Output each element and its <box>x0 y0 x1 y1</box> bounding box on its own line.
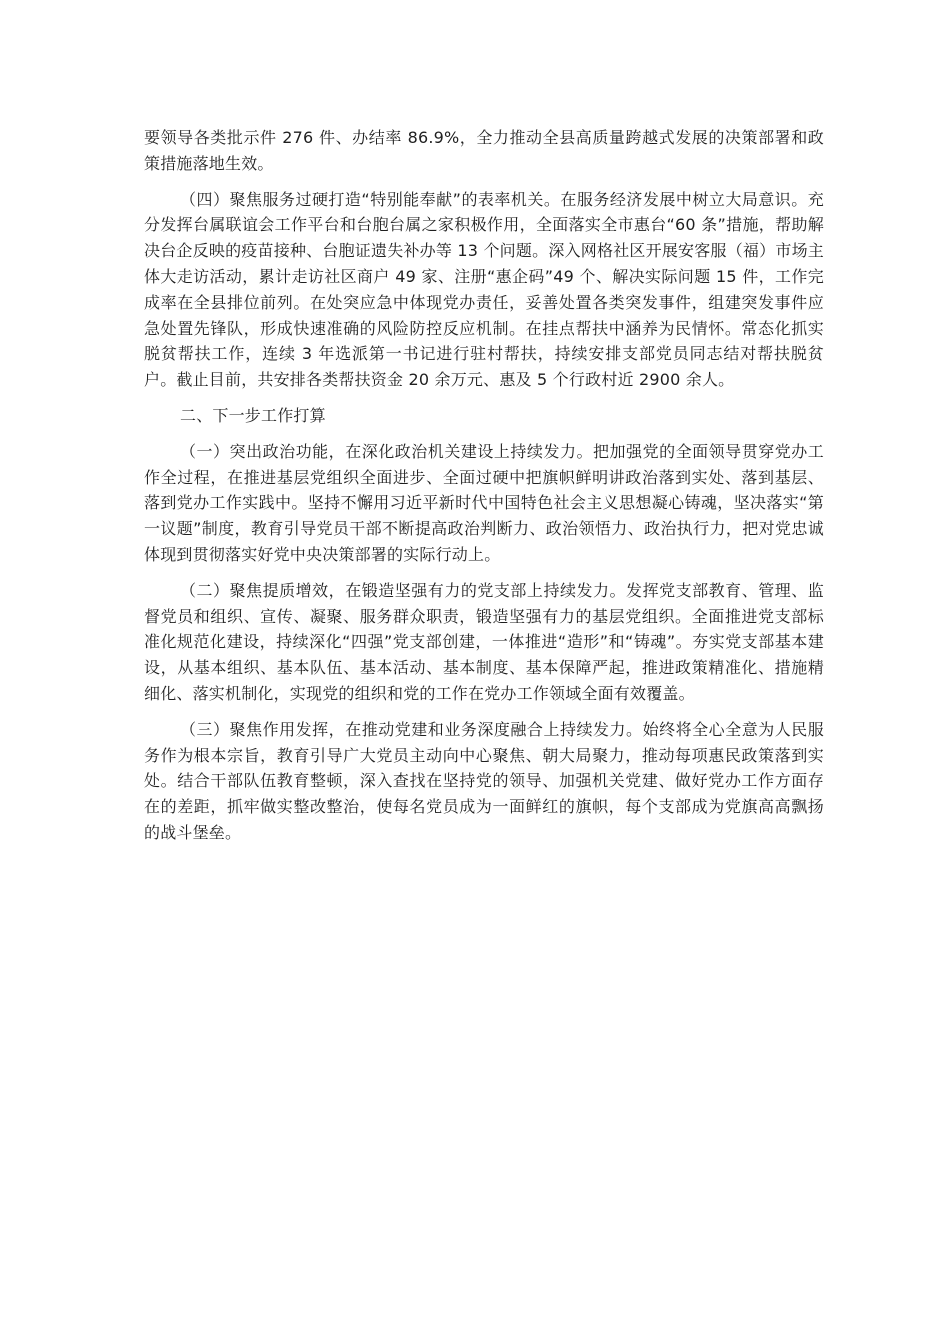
paragraph-item-one: （一）突出政治功能，在深化政治机关建设上持续发力。把加强党的全面领导贯穿党办工作全过程，在推进基层党组织全面进步、全面过硬中把旗帜鲜明讲政治落到实处、落到基层、落到党办工作实践中。坚持不懈用习近平新时代中国特色社会主义思想凝心铸魂，坚决落实“第一议题”制度，教育引导党员干部不断提高政治判断力、政治领悟力、政治执行力，把对党忠诚体现到贯彻落实好党中央决策部署的实际行动上。 <box>144 441 824 564</box>
paragraph-item-two: （二）聚焦提质增效，在锻造坚强有力的党支部上持续发力。发挥党支部教育、管理、监督党员和组织、宣传、凝聚、服务群众职责，锻造坚强有力的基层党组织。全面推进党支部标准化规范化建设，持续深化“四强”党支部创建，一体推进“造形”和“铸魂”。夯实党支部基本建设，从基本组织、基本队伍、基本活动、基本制度、基本保障严起，推进政策精准化、措施精细化、落实机制化，实现党的组织和党的工作在党办工作领域全面有效覆盖。 <box>144 580 824 703</box>
document-body <box>144 125 824 856</box>
paragraph-item-three: （三）聚焦作用发挥，在推动党建和业务深度融合上持续发力。始终将全心全意为人民服务作为根本宗旨，教育引导广大党员主动向中心聚焦、朝大局聚力，推动每项惠民政策落到实处。结合干部队伍教育整顿，深入查找在坚持党的领导、加强机关党建、做好党办工作方面存在的差距，抓牢做实整改整治，使每名党员成为一面鲜红的旗帜，每个支部成为党旗高高飘扬的战斗堡垒。 <box>144 719 824 842</box>
section-heading-next-steps: 二、下一步工作打算 <box>180 405 326 425</box>
paragraph-continuation: 要领导各类批示件 276 件、办结率 86.9%，全力推动全县高质量跨越式发展的决策部署和政策措施落地生效。 <box>144 128 824 173</box>
paragraph-section-four: （四）聚焦服务过硬打造“特别能奉献”的表率机关。在服务经济发展中树立大局意识。充分发挥台属联谊会工作平台和台胞台属之家积极作用，全面落实全市惠台“60 条”措施，帮助解决台企反映的疫苗接种、台胞证遗失补办等 13 个问题。深入网格社区开展安客服（福）市场主体大走访活动，累计走访社区商户 49 家、注册“惠企码”49 个、解决实际问题 15 件，工作完成率在全县排位前列。在处突应急中体现党办责任，妥善处置各类突发事件，组建突发事件应急处置先锋队，形成快速准确的风险防控反应机制。在挂点帮扶中涵养为民情怀。常态化抓实脱贫帮扶工作，连续 3 年选派第一书记进行驻村帮扶，持续安排支部党员同志结对帮扶脱贫户。截止目前，共安排各类帮扶资金 20 余万元、惠及 5 个行政村近 2900 余人。 <box>144 189 824 390</box>
